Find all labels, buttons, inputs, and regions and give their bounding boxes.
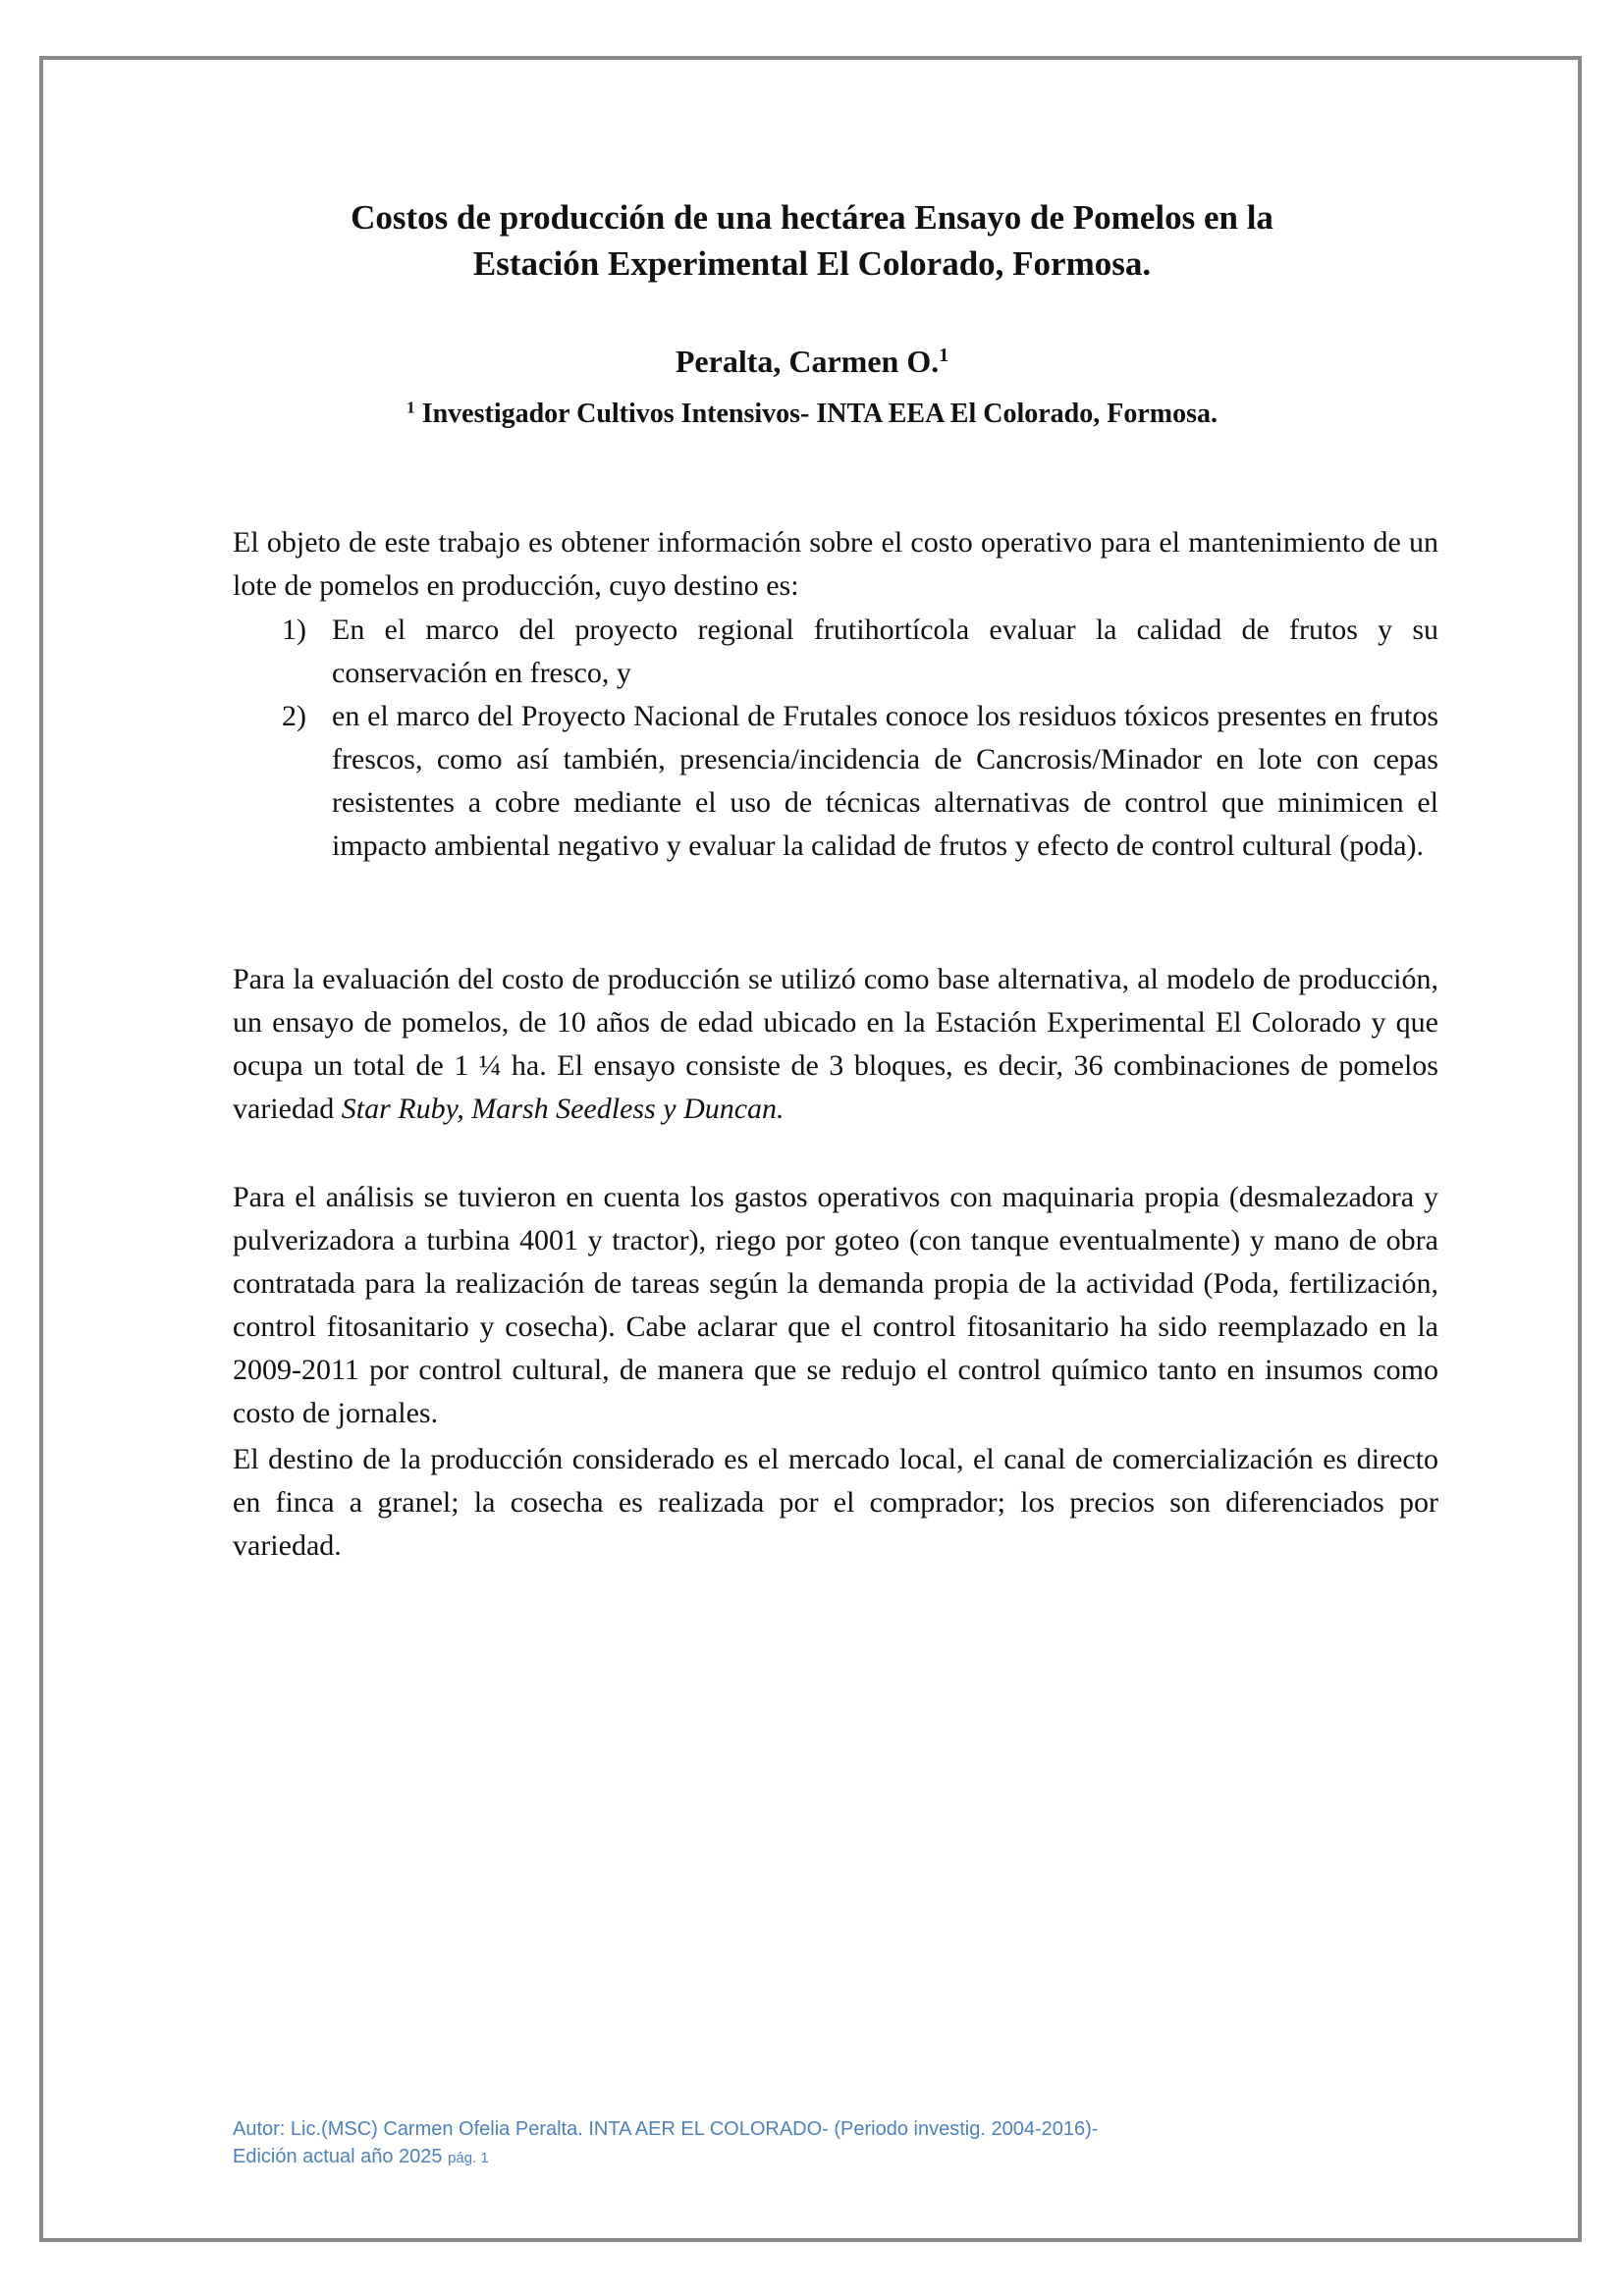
author-footnote-marker: 1	[939, 345, 949, 367]
list-item-number: 2)	[282, 700, 306, 732]
objectives-list	[233, 609, 1438, 868]
title-line-1: Costos de producción de una hectárea Ensayo de Pomelos en la	[351, 198, 1273, 237]
list-item	[233, 609, 1438, 695]
destination-paragraph: El destino de la producción considerado es el mercado local, el canal de comercialización es directo en finca a granel; la cosecha es realizada por el comprador; los precios son diferenciados por variedad.	[233, 1443, 1438, 1562]
affiliation-text: Investigador Cultivos Intensivos- INTA EEA El Colorado, Formosa.	[414, 399, 1218, 429]
page-footer	[233, 2115, 1460, 2172]
affiliation-footnote-marker: 1	[406, 398, 415, 417]
list-item-text: En el marco del proyecto regional frutihortícola evaluar la calidad de frutos y su conservación en fresco, y	[332, 614, 1438, 689]
methodology-paragraph	[233, 958, 1438, 1131]
list-item	[233, 695, 1438, 868]
affiliation-line	[233, 395, 1391, 434]
varieties-text: Star Ruby, Marsh Seedless y Duncan.	[341, 1093, 785, 1125]
methodology-text: Para la evaluación del costo de producción se utilizó como base alternativa, al modelo de producción, un ensayo de pomelos, de 10 años de edad ubicado en la Estación Experimental El Colorado y que ocupa un total de 1 ¼ ha. El ensayo consiste de 3 bloques, es decir, 36 combinaciones de pomelos variedad	[233, 963, 1438, 1125]
author-line	[233, 340, 1391, 383]
analysis-paragraph: Para el análisis se tuvieron en cuenta los gastos operativos con maquinaria propia (desmalezadora y pulverizadora a turbina 4001 y tractor), riego por goteo (con tanque eventualmente) y mano de obra contratada para la realización de tareas según la demanda propia de la actividad (Poda, fertilización, control fitosanitario y cosecha). Cabe aclarar que el control fitosanitario ha sido reemplazado en la 2009-2011 por control cultural, de manera que se redujo el control químico tanto en insumos como costo de jornales.	[233, 1181, 1438, 1429]
title-line-2: Estación Experimental El Colorado, Formosa.	[472, 244, 1152, 283]
document-title	[233, 194, 1391, 287]
author-name: Peralta, Carmen O.	[675, 344, 940, 379]
intro-paragraph: El objeto de este trabajo es obtener información sobre el costo operativo para el mantenimiento de un lote de pomelos en producción, cuyo destino es:	[233, 526, 1438, 602]
footer-line-2: Edición actual año 2025	[233, 2146, 449, 2167]
list-item-number: 1)	[282, 614, 306, 646]
page-number: pág. 1	[448, 2150, 489, 2166]
list-item-text: en el marco del Proyecto Nacional de Frutales conoce los residuos tóxicos presentes en frutos frescos, como así también, presencia/incidencia de Cancrosis/Minador en lote con cepas resistentes a cobre mediante el uso de técnicas alternativas de control que minimicen el impacto ambiental negativo y evaluar la calidad de frutos y efecto de control cultural (poda).	[332, 700, 1438, 862]
footer-line-1: Autor: Lic.(MSC) Carmen Ofelia Peralta. INTA AER EL COLORADO- (Periodo investig. 2004-2016)-	[233, 2118, 1099, 2140]
page-border	[39, 56, 1582, 2242]
